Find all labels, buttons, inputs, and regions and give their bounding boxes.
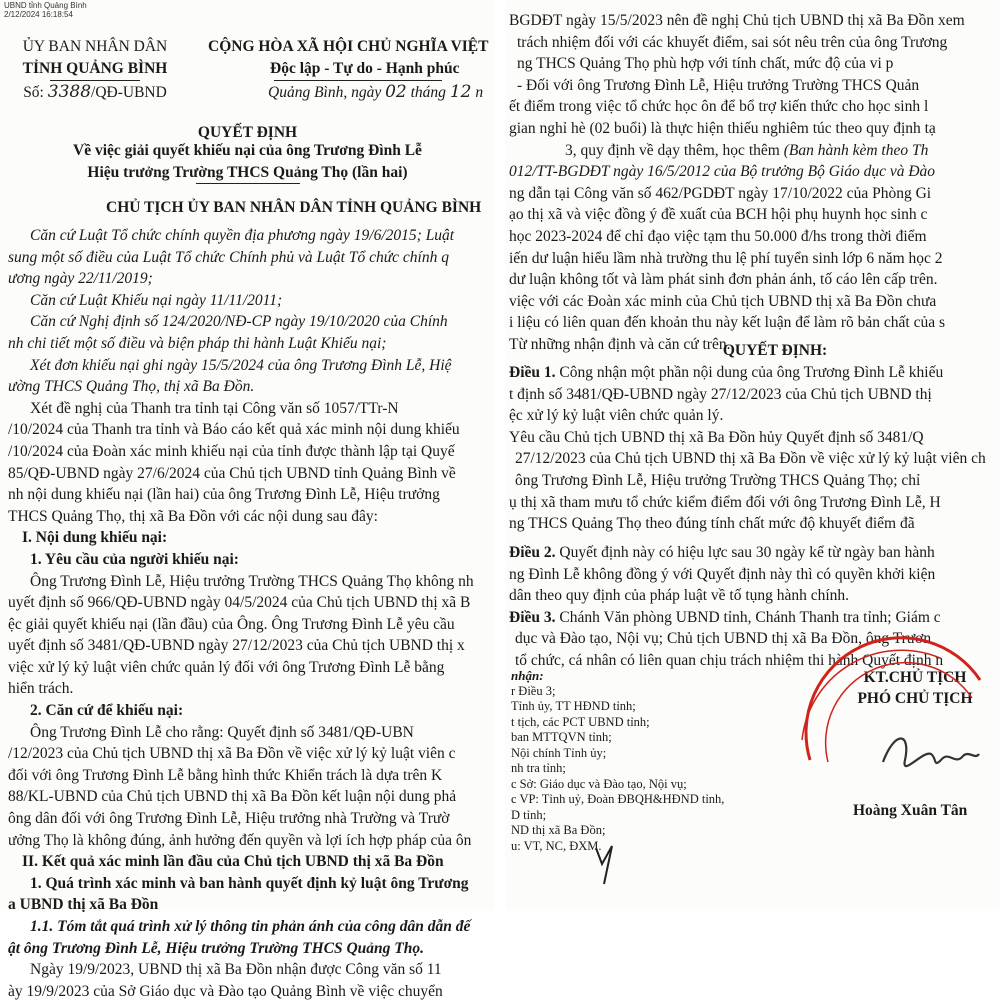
text-line: tổ chức, cá nhân có liên quan chịu trách nhiệm thi hành Quyết định n — [515, 651, 944, 669]
recipient-item: Nội chính Tỉnh ủy; — [511, 745, 607, 760]
left-body-text — [0, 225, 495, 1002]
text-line: 88/KL-UBND của Chủ tịch UBND thị xã Ba Đồn kết luận nội dung phả — [8, 788, 457, 806]
text-line: đối với ông Trương Đình Lễ bằng hình thức Khiển trách là dựa trên K — [8, 766, 443, 784]
text-line: ng THCS Quảng Thọ theo đúng tính chất mức độ khuyết điểm đã — [509, 515, 915, 533]
text-line: Điều 2. Quyết định này có hiệu lực sau 30 ngày kể từ ngày ban hành — [509, 544, 935, 561]
text-line: Căn cứ Luật Khiếu nại ngày 11/11/2011; — [30, 291, 283, 309]
text-line: /10/2024 của Đoàn xác minh khiếu nại của tỉnh được thành lập tại Quyế — [8, 442, 455, 460]
text-line: i liệu có liên quan đến khoản thu này kết luận để làm rõ bản chất của s — [509, 314, 946, 332]
text-line: uyết định số 3481/QĐ-UBND ngày 27/12/2023 của Chủ tịch UBND thị x — [8, 637, 465, 655]
recipients-list — [511, 684, 724, 855]
recipient-item: D tỉnh; — [511, 807, 547, 822]
document-number: Số: 3388/QĐ-UBND — [23, 82, 167, 102]
text-line: học 2023-2024 để chỉ đạo việc tạm thu 50.000 đ/hs trong thời điểm — [509, 227, 927, 245]
recipient-item: Tỉnh ủy, TT HĐND tỉnh; — [511, 699, 636, 713]
text-line: việc với các Đoàn xác minh của Chủ tịch UBND thị xã Ba Đồn chưa — [509, 292, 937, 310]
text-line: ệc xử lý kỷ luật viên chức quản lý. — [509, 407, 724, 425]
agency-province: TỈNH QUẢNG BÌNH — [22, 60, 168, 77]
text-line: 1.1. Tóm tắt quá trình xử lý thông tin phản ánh của công dân dẫn đế — [30, 918, 471, 935]
text-line: /12/2023 của Chủ tịch UBND thị xã Ba Đồn về việc xử lý kỷ luật viên c — [8, 745, 456, 763]
text-line: hiển trách. — [8, 680, 74, 698]
text-line: 3, quy định về dạy thêm, học thêm (Ban hành kèm theo Th — [565, 141, 929, 159]
text-line: II. Kết quả xác minh lần đầu của Chủ tịch UBND thị xã Ba Đồn — [22, 853, 444, 871]
text-line: Xét đơn khiếu nại ghi ngày 15/5/2024 của ông Trương Đình Lễ, Hiệ — [30, 356, 452, 374]
text-line: trách nhiệm đối với các khuyết điểm, sai sót nêu trên của ông Trương — [517, 33, 948, 51]
text-line: t định số 3481/QĐ-UBND ngày 27/12/2023 của Chủ tịch UBND thị — [509, 385, 932, 403]
text-line: Căn cứ Nghị định số 124/2020/NĐ-CP ngày 19/10/2020 của Chính — [30, 313, 448, 331]
text-line: /10/2024 của Thanh tra tỉnh và Báo cáo kết quả xác minh nội dung khiếu — [8, 421, 460, 439]
text-line: ông Trương Đình Lễ, Hiệu trưởng Trường THCS Quảng Thọ; chỉ — [515, 471, 921, 489]
text-line: I. Nội dung khiếu nại: — [22, 529, 168, 547]
recipients-block — [511, 668, 724, 854]
agency-name: ỦY BAN NHÂN DÂN — [22, 38, 168, 55]
text-line: ật ông Trương Đình Lễ, Hiệu trưởng Trường THCS Quảng Thọ. — [8, 939, 424, 957]
issue-date: Quảng Bình, ngày 02 tháng 12 n — [268, 82, 484, 102]
national-header — [208, 36, 508, 104]
text-line: - Đối với ông Trương Đình Lễ, Hiệu trưởng Trường THCS Quản — [517, 76, 920, 94]
text-line: Điều 1. Công nhận một phần nội dung của ông Trương Đình Lễ khiếu — [509, 364, 944, 381]
text-line: Ông Trương Đình Lễ, Hiệu trưởng Trường THCS Quảng Thọ không nh — [30, 572, 474, 590]
text-line: Ông Trương Đình Lễ cho rằng: Quyết định số 3481/QĐ-UBN — [30, 723, 414, 741]
initial-mark — [590, 840, 620, 890]
right-body-text — [505, 10, 1000, 356]
text-line: ệc giải quyết khiếu nại (lần đầu) của Ông. Ông Trương Đình Lễ yêu cầu — [8, 615, 455, 633]
text-line: a UBND thị xã Ba Đồn — [8, 896, 159, 914]
text-line: Xét đề nghị của Thanh tra tỉnh tại Công văn số 1057/TTr-N — [30, 399, 399, 417]
text-line: ạo thị xã và việc đồng ý đề xuất của BCH hội phụ huynh học sinh c — [509, 206, 928, 224]
text-line: 27/12/2023 của Chủ tịch UBND thị xã Ba Đồn về việc xử lý kỷ luật viên ch — [515, 450, 986, 468]
article-1 — [505, 362, 1000, 535]
text-line: uyết định số 966/QĐ-UBND ngày 04/5/2024 của Chủ tịch UBND thị xã B — [8, 594, 471, 612]
signature-role: KT.CHỦ TỊCH PHÓ CHỦ TỊCH — [857, 669, 973, 707]
text-line: dục và Đào tạo, Nội vụ; Chủ tịch UBND thị xã Ba Đồn, ông Trươn — [515, 630, 932, 648]
text-line: Yêu cầu Chủ tịch UBND thị xã Ba Đồn hủy Quyết định số 3481/Q — [509, 428, 924, 446]
recipient-item: ban MTTQVN tỉnh; — [511, 730, 612, 744]
signer-name: Hoàng Xuân Tân — [853, 802, 968, 819]
text-line: ương ngày 22/11/2019; — [8, 270, 153, 288]
subject-rule — [196, 183, 300, 184]
recipient-item: u: VT, NC, ĐXM. — [511, 838, 602, 853]
text-line: iến dư luận hiểu lầm nhà trường thu lệ phí tuyển sinh lớp 6 năm học 2 — [509, 249, 943, 267]
text-line: sung một số điều của Luật Tổ chức Chính phủ và Luật Tổ chức chính q — [8, 248, 449, 266]
text-line: BGDĐT ngày 15/5/2023 nên đề nghị Chủ tịch UBND thị xã Ba Đồn xem — [509, 12, 965, 29]
text-line: 012/TT-BGDĐT ngày 16/5/2012 của Bộ trưởng Bộ Giáo dục và Đào — [509, 163, 936, 181]
text-line: dân theo quy định của pháp luật về tố tụng hành chính. — [509, 587, 850, 605]
text-line: ường THCS Quảng Thọ, thị xã Ba Đồn. — [8, 378, 255, 396]
recipient-item: t tịch, các PCT UBND tỉnh; — [511, 714, 650, 729]
text-line: ng THCS Quảng Thọ phù hợp với tính chất, mức độ của vi p — [517, 55, 894, 73]
text-line: Căn cứ Luật Tổ chức chính quyền địa phương ngày 19/6/2015; Luật — [30, 227, 455, 244]
text-line: 2. Căn cứ để khiếu nại: — [30, 702, 184, 720]
national-motto: Độc lập - Tự do - Hạnh phúc — [270, 60, 460, 77]
text-line: THCS Quảng Thọ, thị xã Ba Đồn với các nội dung sau đây: — [8, 507, 378, 525]
signature-stroke — [883, 739, 979, 767]
text-line: ng dẫn tại Công văn số 462/PGDĐT ngày 17/10/2022 của Phòng Gi — [509, 184, 932, 202]
republic-name: CỘNG HÒA XÃ HỘI CHỦ NGHĨA VIỆT — [208, 38, 489, 55]
recipient-item: c VP: Tỉnh uỷ, Đoàn ĐBQH&HĐND tỉnh, — [511, 792, 725, 806]
text-line: Từ những nhận định và căn cứ trên. — [509, 335, 731, 353]
recipients-title: nhận: — [511, 668, 544, 683]
text-line: ông dân đối với ông Trương Đình Lễ, Hiệu trưởng nhà Trường và Trườ — [8, 810, 450, 828]
page-gap — [495, 0, 505, 911]
text-line: ng Đình Lễ không đồng ý với Quyết định này thì có quyền khởi kiện — [509, 565, 936, 583]
recipient-item: nh tra tỉnh; — [511, 761, 566, 775]
text-line: ết điểm trong việc tổ chức học ôn để bổ trợ kiến thức cho học sinh l — [509, 98, 929, 116]
text-line: 85/QĐ-UBND ngày 27/6/2024 của Chủ tịch UBND tỉnh Quảng Bình về — [8, 464, 456, 482]
text-line: ụ thị xã tham mưu tổ chức kiểm điểm đối với ông Trương Đình Lễ, H — [509, 493, 941, 511]
issuing-authority: CHỦ TỊCH ỦY BAN NHÂN DÂN TỈNH QUẢNG BÌNH — [106, 199, 482, 216]
document-title: QUYẾT ĐỊNH — [197, 124, 298, 141]
decision-heading: QUYẾT ĐỊNH: — [722, 342, 828, 359]
agency-header — [0, 36, 190, 104]
text-line: ày 19/9/2023 của Sở Giáo dục và Đào tạo Quảng Bình về việc chuyển — [8, 982, 443, 1000]
handwritten-signature — [875, 720, 985, 790]
text-line: nh chi tiết một số điều và biện pháp thi hành Luật Khiếu nại; — [8, 334, 387, 352]
text-line: nh nội dung khiếu nại (lần hai) của ông Trương Đình Lễ, Hiệu trưởng — [8, 486, 440, 504]
document-subject: Về việc giải quyết khiếu nại của ông Trương Đình Lễ Hiệu trưởng Trường THCS Quảng Thọ (lần hai) — [73, 142, 422, 181]
text-line: 1. Quá trình xác minh và ban hành quyết định kỷ luật ông Trương — [30, 874, 469, 892]
stamp-line: 2/12/2024 16:18:54 — [4, 10, 73, 19]
stamp-line: UBND tỉnh Quảng Bình — [4, 1, 87, 10]
text-line: ưởng Thọ là không đúng, ảnh hưởng đến quyền và lợi ích hợp pháp của ôn — [8, 831, 472, 849]
digital-sign-stamp — [4, 1, 87, 19]
document-page-left — [0, 0, 495, 1000]
text-line: Ngày 19/9/2023, UBND thị xã Ba Đồn nhận được Công văn số 11 — [30, 961, 442, 979]
recipient-item: ND thị xã Ba Đồn; — [511, 823, 606, 837]
text-line: 1. Yêu cầu của người khiếu nại: — [30, 550, 239, 568]
text-line: dư luận không tốt và làm phát sinh đơn phản ánh, tố cáo lên cấp trên. — [509, 271, 938, 289]
recipient-item: r Điều 3; — [511, 683, 556, 698]
document-page-right — [505, 0, 1000, 911]
text-line: việc xử lý kỷ luật viên chức quản lý đối với ông Trương Đình Lễ bằng — [8, 658, 445, 676]
recipient-item: c Sở: Giáo dục và Đào tạo, Nội vụ; — [511, 776, 687, 791]
text-line: gian nghỉ hè (02 buổi) là thực hiện thiếu nghiêm túc theo quy định tạ — [509, 119, 936, 137]
text-line: Điều 3. Chánh Văn phòng UBND tỉnh, Chánh Thanh tra tỉnh; Giám c — [509, 608, 941, 626]
